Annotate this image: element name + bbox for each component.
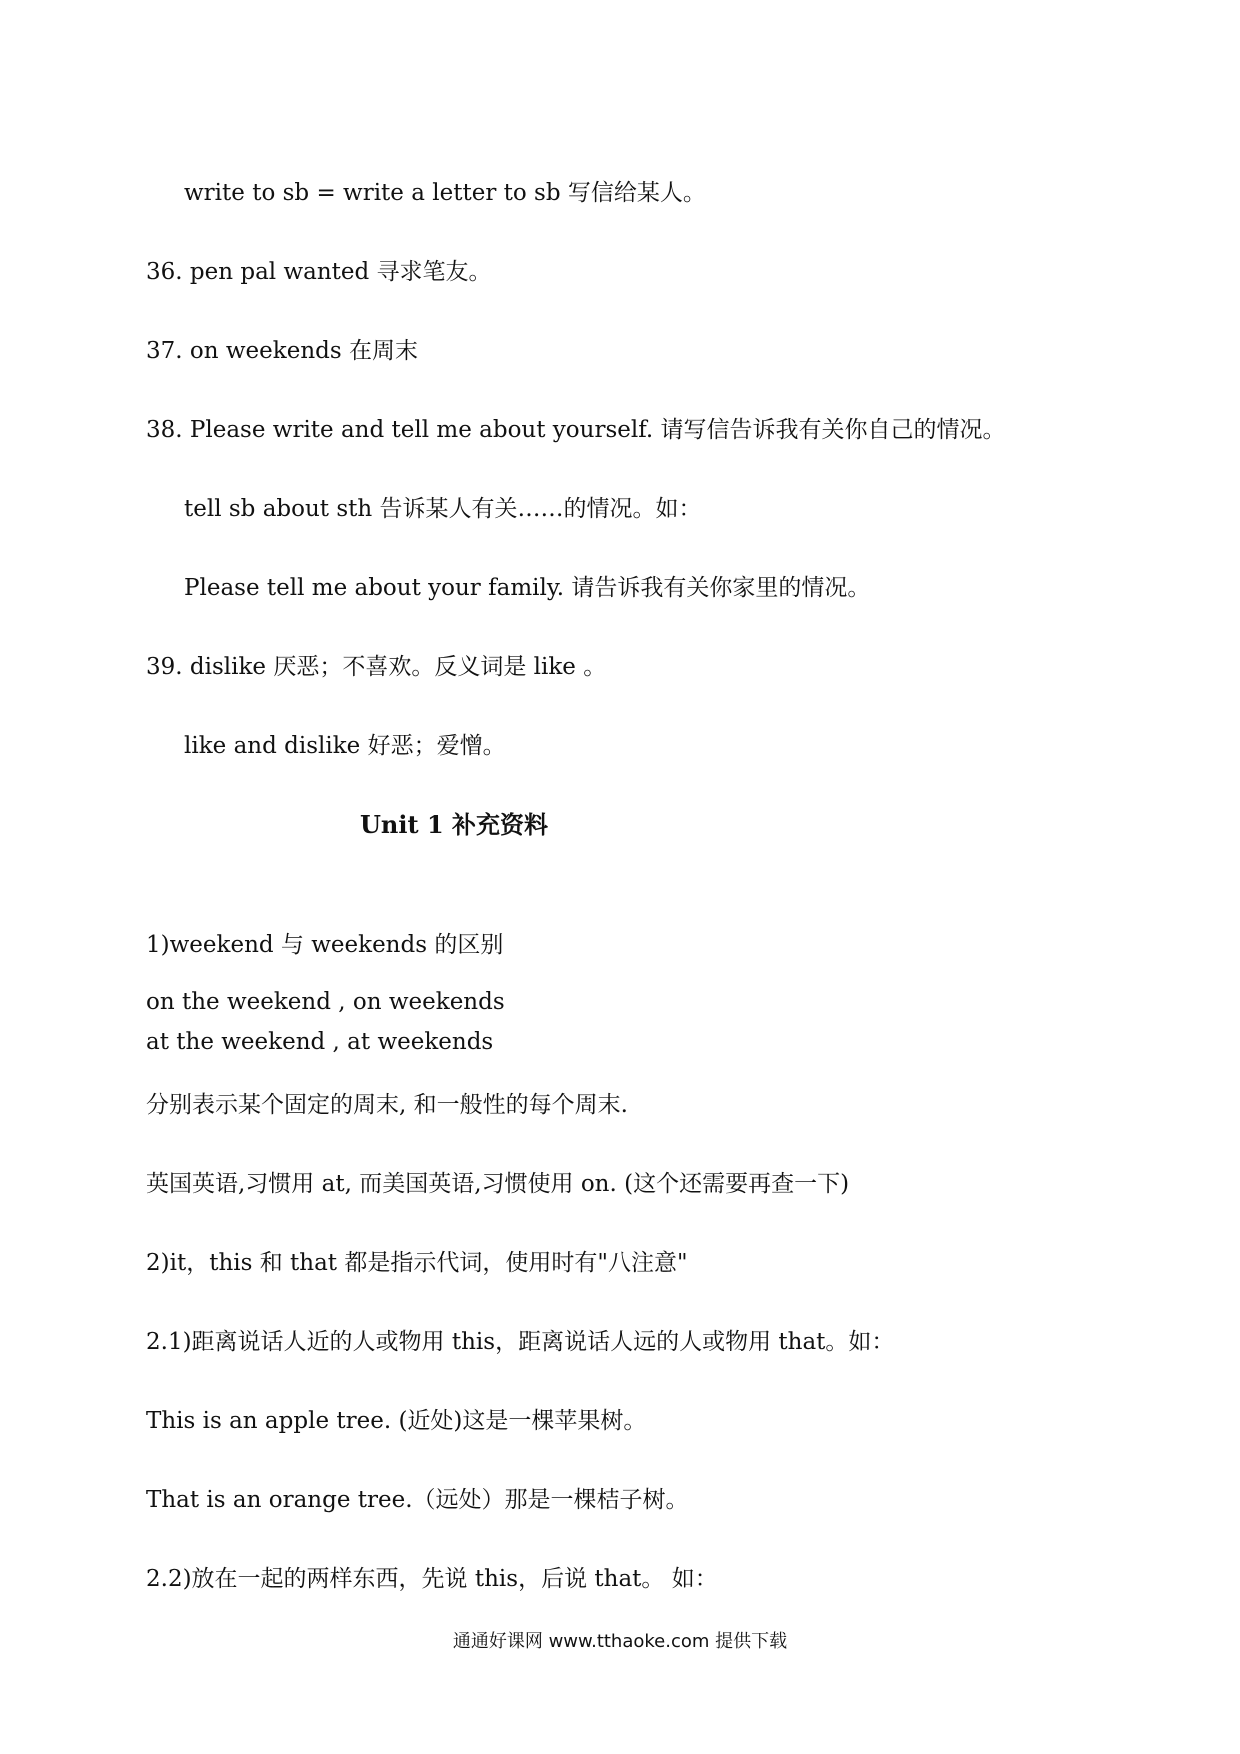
text-line-apple-tree: This is an apple tree. (近处)这是一棵苹果树。 bbox=[146, 1408, 647, 1434]
section-heading: Unit 1 补充资料 bbox=[360, 810, 548, 839]
text-line-like-dislike: like and dislike 好恶；爱憎。 bbox=[184, 733, 506, 759]
text-line-demonstratives: 2)it，this 和 that 都是指示代词，使用时有"八注意" bbox=[146, 1250, 688, 1276]
text-line-39: 39. dislike 厌恶；不喜欢。反义词是 like 。 bbox=[146, 654, 607, 680]
text-line-on-the-weekend: on the weekend , on weekends bbox=[146, 989, 505, 1015]
text-line-2-1: 2.1)距离说话人近的人或物用 this，距离说话人远的人或物用 that。如： bbox=[146, 1329, 895, 1355]
text-line-fixed-weekend: 分别表示某个固定的周末, 和一般性的每个周末. bbox=[146, 1092, 628, 1118]
text-line-at-the-weekend: at the weekend , at weekends bbox=[146, 1029, 494, 1055]
text-line-orange-tree: That is an orange tree.（远处）那是一棵桔子树。 bbox=[146, 1487, 689, 1513]
text-line-write-to: write to sb = write a letter to sb 写信给某人。 bbox=[184, 180, 706, 206]
text-line-37: 37. on weekends 在周末 bbox=[146, 338, 418, 364]
text-line-2-2: 2.2)放在一起的两样东西，先说 this，后说 that。 如： bbox=[146, 1566, 718, 1592]
text-line-36: 36. pen pal wanted 寻求笔友。 bbox=[146, 259, 492, 285]
page-footer: 通通好课网 www.tthaoke.com 提供下载 bbox=[452, 1631, 788, 1652]
text-line-38: 38. Please write and tell me about yourself. 请写信告诉我有关你自己的情况。 bbox=[146, 417, 1006, 443]
text-line-weekend-diff: 1)weekend 与 weekends 的区别 bbox=[146, 932, 504, 958]
text-line-please-tell: Please tell me about your family. 请告诉我有关你家里的情况。 bbox=[184, 575, 871, 601]
text-line-tell-sb: tell sb about sth 告诉某人有关……的情况。如： bbox=[184, 496, 702, 522]
text-line-british-american: 英国英语,习惯用 at, 而美国英语,习惯使用 on. (这个还需要再查一下) bbox=[146, 1171, 850, 1197]
